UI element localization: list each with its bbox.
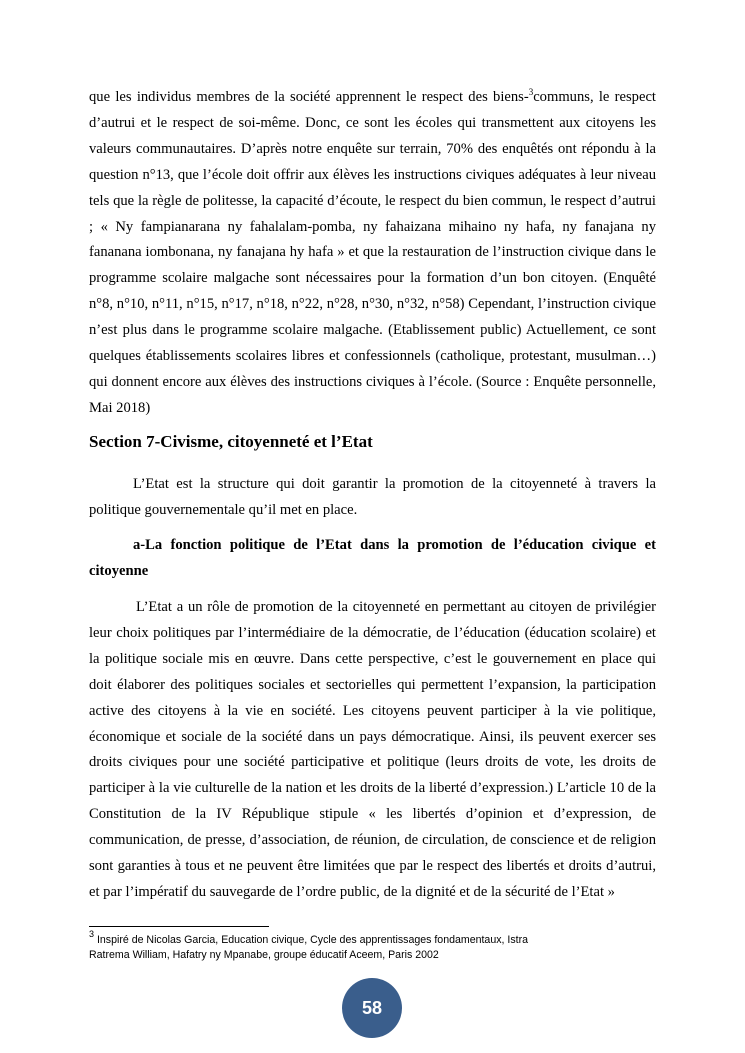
body-paragraph-2: L’Etat est la structure qui doit garantir la promotion de la citoyenneté à travers la politique gouvernementale qu’il met en place. bbox=[89, 476, 656, 518]
footnote-separator bbox=[89, 926, 269, 927]
body-paragraph-1 bbox=[89, 85, 656, 422]
footnote-line-1-text: Inspiré de Nicolas Garcia, Education civique, Cycle des apprentissages fondamentaux, Istra bbox=[94, 934, 528, 946]
subsection-heading: a-La fonction politique de l’Etat dans la promotion de l’éducation civique et citoyenne bbox=[89, 537, 656, 579]
footnote-line-1 bbox=[89, 929, 649, 948]
para1-text-start: que les individus membres de la société apprennent le respect des biens- bbox=[89, 89, 529, 105]
footnote-reference[interactable]: 3 bbox=[528, 87, 534, 97]
section-heading: Section 7-Civisme, citoyenneté et l’Etat bbox=[89, 432, 373, 451]
footnote-marker: 3 bbox=[89, 929, 95, 939]
para1-text-end: communs, le respect d’autrui et le respect de soi-même. Donc, ce sont les écoles qui transmettent aux citoyens les valeurs communautaires. D’après notre enquête sur terrain, 70% des enquêtés ont répondu à la question n°13, que l’école doit offrir aux élèves les instructions civiques adéquates à leur niveau tels que la règle de politesse, la capacité d’écoute, le respect du bien commun, le respect d’autrui ; « Ny fampianarana ny fahalalam-pomba, ny fahaizana mihaino ny hafa, ny fanajana ny fananana iombonana, ny fanajana hy hafa » et que la restauration de l’instruction civique dans le programme scolaire malgache sont nécessaires pour la formation d’un bon citoyen. (Enquêté n°8, n°10, n°11, n°15, n°17, n°18, n°22, n°28, n°30, n°32, n°58) Cependant, l’instruction civique n’est plus dans le programme scolaire malgache. (Etablissement public) Actuellement, ce sont quelques établissements scolaires libres et confessionnels (catholique, protestant, musulman…) qui donnent encore aux élèves des instructions civiques à l’école. (Source : Enquête personnelle, Mai 2018) bbox=[89, 89, 656, 416]
page-number: 58 bbox=[361, 997, 383, 1018]
footnote bbox=[89, 929, 649, 962]
body-paragraph-3: L’Etat a un rôle de promotion de la citoyenneté en permettant au citoyen de privilégier leur choix politiques par l’intermédiaire de la démocratie, de l’éducation (éducation scolaire) et la politique sociale mis en œuvre. Dans cette perspective, c’est le gouvernement en place qui doit élaborer des politiques sociales et sectorielles qui permettent l’expansion, la participation active des citoyens à la vie en société. Les citoyens peuvent participer à la vie politique, économique et sociale de la société dans un pays démocratique. Ainsi, ils peuvent exercer ses droits civiques pour une société participative et politique (leurs droits de vote, les droits de participer à la vie culturelle de la nation et les droits de la liberté d’expression.) L’article 10 de la Constitution de la IV République stipule « les libertés d’opinion et d’expression, de communication, de presse, d’association, de réunion, de circulation, de conscience et de religion sont garanties à tous et ne peuvent être limitées que par le respect des libertés et droits d’autrui, et par l’impératif du sauvegarde de l’ordre public, de la dignité et de la sécurité de l’Etat » bbox=[89, 599, 656, 900]
footnote-line-2: Ratrema William, Hafatry ny Mpanabe, groupe éducatif Aceem, Paris 2002 bbox=[89, 948, 439, 961]
page-number-badge bbox=[342, 978, 402, 1038]
